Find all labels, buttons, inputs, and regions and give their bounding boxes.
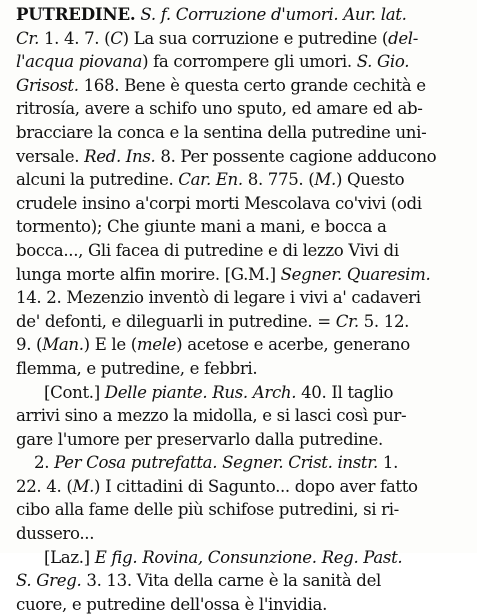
line-text [16,595,327,614]
entry-line [16,428,472,452]
entry-line [16,145,472,169]
entry-line [16,310,472,334]
roman-text: 2. [34,453,55,473]
italic-text: mele [136,335,177,355]
italic-text: S. f. Corruzione d'umori. Aur. lat. [140,5,407,24]
entry-line [16,333,472,357]
italic-text: Cr. [16,28,44,48]
line-text [16,359,257,378]
italic-text: Per Cosa putrefatta. Segner. Crist. instr. [54,453,378,473]
line-text [16,571,381,590]
roman-text: ) La sua corruzione e putredine ( [122,28,389,48]
roman-text: [Cont.] [44,382,105,402]
roman-text: de' defonti, e dileguarli in putredine. = [16,311,336,331]
roman-text: ritrosía, avere a schifo uno sputo, ed amare ed ab- [16,99,423,119]
entry-line [16,27,472,51]
roman-text: 5. 12. [358,311,410,331]
entry-line [16,475,472,499]
roman-text: 1. 4. 7. ( [43,28,111,48]
italic-text: l'acqua piovana [16,52,143,72]
line-text [16,29,418,48]
entry-line [16,121,472,145]
line-text [16,288,421,307]
italic-text: Man. [42,335,84,355]
roman-text: ) E le ( [83,335,137,355]
entry-line [16,546,472,570]
italic-text: S. Gio. [356,52,410,72]
entry-line [16,168,472,192]
line-text [16,524,94,543]
entry-line [16,50,472,74]
line-text [16,265,430,284]
italic-text: Car. En. [178,170,243,190]
entry-line [16,3,472,27]
entry-line [16,569,472,593]
roman-text: cuore, e putredine dell'ossa è l'invidia. [16,594,328,614]
roman-text: alcuni la putredine. [16,170,179,190]
roman-text: dussero... [16,524,95,544]
line-text [16,147,436,166]
line-text [16,99,423,118]
entry-headword: PUTREDINE. [16,4,136,24]
italic-text: Cr. [335,311,359,331]
line-text [16,406,406,425]
roman-text: ) acetose e acerbe, generano [176,335,410,355]
roman-text: ) I cittadini di Sagunto... dopo aver fatto [94,476,418,496]
line-text [16,52,409,71]
entry-line [16,286,472,310]
roman-text: 8. 775. ( [242,170,315,190]
roman-text: lunga morte alfin morire. [G.M.] [16,264,281,284]
line-text [16,335,410,354]
roman-text: arrivi sino a mezzo la midolla, e si lasci così pur- [16,406,407,426]
roman-text: 8. Per possente cagione adducono [155,146,437,166]
entry-line [16,404,472,428]
italic-text: M. [314,170,336,190]
line-text [44,548,402,567]
line-text [16,312,409,331]
line-text [34,453,398,472]
roman-text: crudele insino a'corpi morti Mescolava co'vivi (odi [16,193,422,213]
roman-text: 14. 2. Mezenzio inventò di legare i vivi a' cadaveri [16,288,421,308]
italic-text: Red. Ins. [84,146,156,166]
italic-text: Delle piante. Rus. Arch. [104,382,297,402]
dictionary-entry [16,3,472,616]
entry-line [16,239,472,263]
entry-line [16,451,472,475]
roman-text: [Laz.] [44,547,95,567]
entry-line [16,593,472,616]
line-text [16,217,387,236]
roman-text: 9. ( [16,335,43,355]
line-text [16,76,426,95]
line-text [16,123,426,142]
line-text [16,477,418,496]
line-text [44,383,393,402]
entry-line [16,357,472,381]
roman-text: versale. [16,146,85,166]
roman-text: ) Questo [335,170,405,190]
entry-line [16,498,472,522]
roman-text: 22. 4. ( [16,476,73,496]
roman-text: 168. Bene è questa certo grande cechità e [78,75,426,95]
italic-text: Grisost. [16,75,79,95]
line-text [16,170,404,189]
italic-text: E fig. Rovina, Consunzione. Reg. Past. [94,547,403,567]
roman-text: bocca..., Gli facea di putredine e di lezzo Vivi di [16,240,399,260]
roman-text: flemma, e putredine, e febbri. [16,358,258,378]
roman-text: 3. 13. Vita della carne è la sanità del [81,571,382,591]
line-text [140,5,406,24]
line-text [16,241,399,260]
entry-line [16,263,472,287]
entry-line [16,381,472,405]
roman-text: gare l'umore per preservarlo dalla putredine. [16,429,383,449]
roman-text: cibo alla fame delle più schifose putredini, si ri- [16,500,399,520]
entry-line [16,215,472,239]
line-text [16,430,383,449]
entry-line [16,97,472,121]
roman-text: bracciare la conca e la sentina della putredine uni- [16,122,427,142]
italic-text: C [110,28,123,48]
italic-text: del- [388,28,419,48]
entry-line [16,192,472,216]
line-text [16,500,399,519]
entry-line [16,74,472,98]
roman-text: 1. [377,453,398,473]
italic-text: Segner. Quaresim. [280,264,431,284]
italic-text: M. [72,476,95,496]
roman-text: tormento); Che giunte mani a mani, e bocca a [16,217,387,237]
entry-line [16,522,472,546]
roman-text: 40. Il taglio [296,382,394,402]
line-text [16,194,422,213]
roman-text: ) fa corrompere gli umori. [142,52,357,72]
italic-text: S. Greg. [16,571,82,591]
